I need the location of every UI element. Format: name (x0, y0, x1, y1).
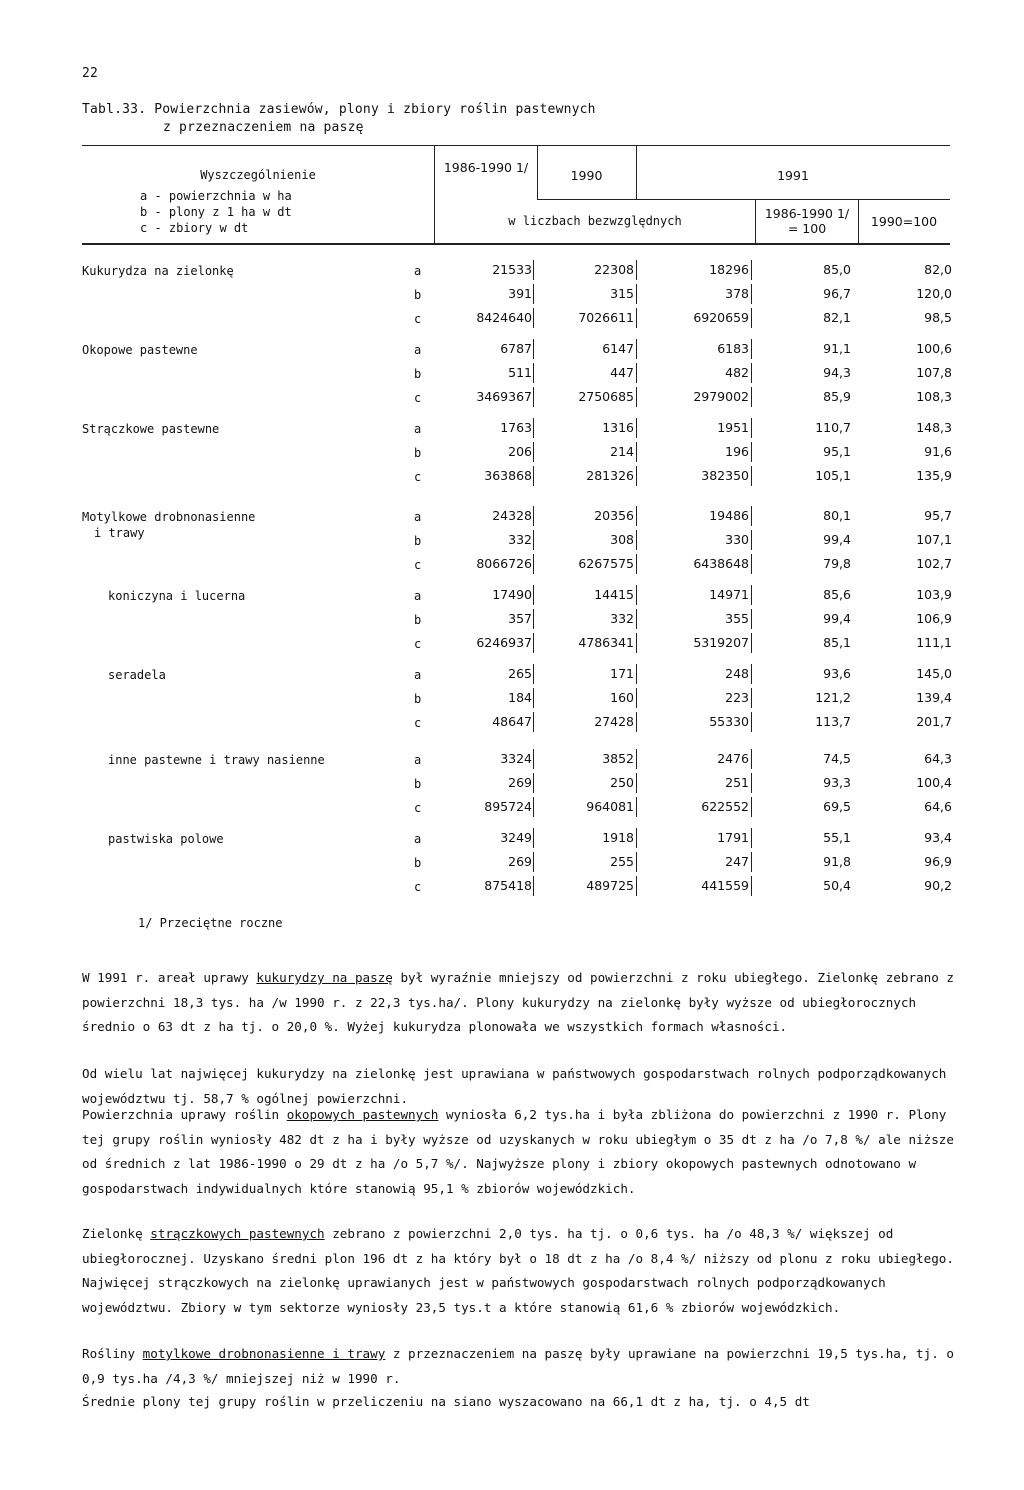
header-top-rule (82, 145, 950, 146)
cell-index-1990: 64,6 (924, 799, 952, 814)
column-rule (533, 387, 534, 407)
column-rule (636, 633, 637, 653)
cell-1990: 214 (610, 444, 634, 459)
row-key: a (414, 832, 422, 846)
column-rule (636, 466, 637, 486)
cell-1990: 964081 (586, 799, 634, 814)
cell-index-avg: 99,4 (823, 532, 851, 547)
stub-legend-c: c - zbiory w dt (140, 221, 249, 235)
cell-index-1990: 108,3 (916, 389, 952, 404)
column-rule (636, 773, 637, 793)
cell-index-avg: 55,1 (823, 830, 851, 845)
cell-index-1990: 64,3 (924, 751, 952, 766)
column-rule (751, 363, 752, 383)
cell-index-1990: 107,8 (916, 365, 952, 380)
column-rule (533, 585, 534, 605)
column-rule (636, 363, 637, 383)
cell-index-avg: 110,7 (815, 420, 851, 435)
cell-index-avg: 85,6 (823, 587, 851, 602)
cell-1990: 7026611 (578, 310, 634, 325)
column-rule (533, 664, 534, 684)
cell-avg: 269 (508, 854, 532, 869)
cell-1990: 2750685 (578, 389, 634, 404)
group-name: inne pastewne i trawy nasienne (108, 753, 325, 767)
column-rule (533, 442, 534, 462)
group-name: Okopowe pastewne (82, 343, 198, 357)
cell-avg: 8424640 (476, 310, 532, 325)
cell-1991: 19486 (709, 508, 749, 523)
cell-1991: 5319207 (693, 635, 749, 650)
cell-index-avg: 93,6 (823, 666, 851, 681)
cell-index-avg: 79,8 (823, 556, 851, 571)
cell-1990: 160 (610, 690, 634, 705)
cell-1990: 27428 (594, 714, 634, 729)
cell-avg: 17490 (492, 587, 532, 602)
column-rule (751, 506, 752, 526)
column-rule (751, 339, 752, 359)
row-key: b (414, 777, 422, 791)
cell-index-avg: 105,1 (815, 468, 851, 483)
cell-index-avg: 99,4 (823, 611, 851, 626)
cell-1991: 55330 (709, 714, 749, 729)
cell-index-1990: 145,0 (916, 666, 952, 681)
column-rule (533, 506, 534, 526)
cell-index-1990: 93,4 (924, 830, 952, 845)
cell-index-1990: 100,4 (916, 775, 952, 790)
cell-index-avg: 85,9 (823, 389, 851, 404)
row-key: b (414, 613, 422, 627)
column-rule (636, 664, 637, 684)
cell-1991: 1791 (717, 830, 749, 845)
header-divider (434, 145, 435, 243)
column-rule (751, 260, 752, 280)
cell-1990: 281326 (586, 468, 634, 483)
cell-index-1990: 120,0 (916, 286, 952, 301)
row-key: c (414, 391, 422, 405)
column-rule (751, 609, 752, 629)
col-header-avg: 1986-1990 1/ (443, 160, 529, 175)
stub-legend-a: a - powierzchnia w ha (140, 189, 292, 203)
col-header-1990: 1990 (570, 168, 603, 183)
cell-1991: 6920659 (693, 310, 749, 325)
cell-1991: 223 (725, 690, 749, 705)
column-rule (636, 308, 637, 328)
paragraph-6: Średnie plony tej grupy roślin w przeliczeniu na siano wyszacowano na 66,1 dt z ha, tj. o 4,5 dt (82, 1394, 810, 1409)
stub-header: Wyszczególnienie (200, 168, 316, 182)
column-rule (636, 749, 637, 769)
cell-1990: 447 (610, 365, 634, 380)
column-rule (636, 260, 637, 280)
table-title: Tabl.33. Powierzchnia zasiewów, plony i zbiory roślin pastewnych (82, 102, 596, 117)
cell-avg: 6246937 (476, 635, 532, 650)
cell-1990: 14415 (594, 587, 634, 602)
column-rule (533, 712, 534, 732)
cell-1991: 622552 (701, 799, 749, 814)
cell-1991: 196 (725, 444, 749, 459)
column-rule (533, 852, 534, 872)
cell-avg: 357 (508, 611, 532, 626)
row-key: c (414, 558, 422, 572)
cell-1990: 315 (610, 286, 634, 301)
column-rule (751, 554, 752, 574)
column-rule (636, 554, 637, 574)
row-key: a (414, 422, 422, 436)
cell-1991: 330 (725, 532, 749, 547)
column-rule (636, 339, 637, 359)
cell-index-1990: 107,1 (916, 532, 952, 547)
row-key: b (414, 534, 422, 548)
col-header-index-avg: 1986-1990 1/ = 100 (764, 206, 850, 236)
cell-1990: 308 (610, 532, 634, 547)
cell-1991: 378 (725, 286, 749, 301)
column-rule (636, 852, 637, 872)
column-rule (533, 260, 534, 280)
cell-index-avg: 85,1 (823, 635, 851, 650)
column-rule (751, 876, 752, 896)
column-rule (533, 633, 534, 653)
col-header-1991: 1991 (777, 168, 809, 183)
cell-index-avg: 96,7 (823, 286, 851, 301)
cell-index-avg: 85,0 (823, 262, 851, 277)
row-key: a (414, 264, 422, 278)
row-key: a (414, 668, 422, 682)
group-name: Kukurydza na zielonkę (82, 264, 234, 278)
cell-index-1990: 106,9 (916, 611, 952, 626)
cell-1991: 18296 (709, 262, 749, 277)
cell-index-1990: 95,7 (924, 508, 952, 523)
row-key: b (414, 446, 422, 460)
row-key: c (414, 312, 422, 326)
cell-avg: 3249 (500, 830, 532, 845)
cell-index-1990: 135,9 (916, 468, 952, 483)
column-rule (533, 773, 534, 793)
cell-avg: 511 (508, 365, 532, 380)
group-name: koniczyna i lucerna (108, 589, 246, 603)
column-rule (751, 442, 752, 462)
column-rule (751, 418, 752, 438)
row-key: b (414, 367, 422, 381)
cell-1991: 2979002 (693, 389, 749, 404)
cell-index-avg: 80,1 (823, 508, 851, 523)
cell-index-1990: 148,3 (916, 420, 952, 435)
column-rule (636, 418, 637, 438)
cell-index-1990: 82,0 (924, 262, 952, 277)
cell-1990: 6147 (602, 341, 634, 356)
col-header-absolute: w liczbach bezwzględnych (508, 214, 682, 228)
column-rule (636, 876, 637, 896)
cell-avg: 391 (508, 286, 532, 301)
page-number: 22 (82, 66, 99, 81)
column-rule (533, 797, 534, 817)
row-key: a (414, 753, 422, 767)
cell-1990: 171 (610, 666, 634, 681)
column-rule (751, 828, 752, 848)
cell-1990: 1918 (602, 830, 634, 845)
cell-1990: 489725 (586, 878, 634, 893)
cell-1991: 355 (725, 611, 749, 626)
cell-1991: 6438648 (693, 556, 749, 571)
cell-1990: 22308 (594, 262, 634, 277)
cell-1991: 6183 (717, 341, 749, 356)
column-rule (751, 688, 752, 708)
cell-avg: 1763 (500, 420, 532, 435)
column-rule (533, 418, 534, 438)
cell-avg: 363868 (484, 468, 532, 483)
table-subtitle: z przeznaczeniem na paszę (163, 120, 364, 135)
cell-avg: 6787 (500, 341, 532, 356)
column-rule (636, 585, 637, 605)
cell-1990: 4786341 (578, 635, 634, 650)
cell-1991: 441559 (701, 878, 749, 893)
group-name: Strączkowe pastewne (82, 422, 220, 436)
cell-index-avg: 113,7 (815, 714, 851, 729)
cell-index-1990: 96,9 (924, 854, 952, 869)
column-rule (533, 749, 534, 769)
cell-avg: 875418 (484, 878, 532, 893)
cell-avg: 332 (508, 532, 532, 547)
cell-avg: 3324 (500, 751, 532, 766)
cell-1991: 248 (725, 666, 749, 681)
row-key: c (414, 801, 422, 815)
cell-1991: 482 (725, 365, 749, 380)
row-key: b (414, 856, 422, 870)
cell-1990: 20356 (594, 508, 634, 523)
cell-1991: 382350 (701, 468, 749, 483)
column-rule (533, 554, 534, 574)
column-rule (751, 308, 752, 328)
cell-index-1990: 103,9 (916, 587, 952, 602)
stub-legend-b: b - plony z 1 ha w dt (140, 205, 292, 219)
cell-index-1990: 98,5 (924, 310, 952, 325)
cell-avg: 895724 (484, 799, 532, 814)
cell-1990: 255 (610, 854, 634, 869)
cell-1991: 1951 (717, 420, 749, 435)
cell-1991: 14971 (709, 587, 749, 602)
row-key: a (414, 589, 422, 603)
header-mid-rule (537, 199, 950, 200)
column-rule (751, 387, 752, 407)
column-rule (533, 284, 534, 304)
row-key: a (414, 343, 422, 357)
paragraph-1: W 1991 r. areał uprawy kukurydzy na paszę był wyraźnie mniejszy od powierzchni z roku ubiegłego. Zielonkę zebrano z powierzchni 18,3 tys. ha /w 1990 r. z 22,3 tys.ha/. Plony kukurydzy na zielonkę były wyższe od ubiegłorocznych średnio o 63 dt z ha tj. o 20,0 %. Wyżej kukurydza plonowała we wszystkich formach własności. (82, 970, 954, 1034)
cell-index-1990: 91,6 (924, 444, 952, 459)
column-rule (533, 466, 534, 486)
cell-index-avg: 95,1 (823, 444, 851, 459)
cell-index-avg: 50,4 (823, 878, 851, 893)
cell-index-avg: 82,1 (823, 310, 851, 325)
cell-index-1990: 90,2 (924, 878, 952, 893)
paragraph-5: Rośliny motylkowe drobnonasienne i trawy z przeznaczeniem na paszę były uprawiane na powierzchni 19,5 tys.ha, tj. o 0,9 tys.ha /4,3 %/ mniejszej niż w 1990 r. (82, 1346, 954, 1386)
column-rule (636, 530, 637, 550)
column-rule (751, 852, 752, 872)
cell-index-avg: 74,5 (823, 751, 851, 766)
cell-index-1990: 102,7 (916, 556, 952, 571)
cell-avg: 269 (508, 775, 532, 790)
column-rule (533, 363, 534, 383)
paragraph-2: Od wielu lat najwięcej kukurydzy na zielonkę jest uprawiana w państwowych gospodarstwach rolnych podporządkowanych województwu tj. 58,7 % ogólnej powierzchni. (82, 1066, 947, 1106)
cell-index-1990: 100,6 (916, 341, 952, 356)
cell-index-avg: 121,2 (815, 690, 851, 705)
cell-1990: 250 (610, 775, 634, 790)
column-rule (636, 506, 637, 526)
column-rule (751, 466, 752, 486)
row-key: c (414, 637, 422, 651)
column-rule (636, 797, 637, 817)
column-rule (636, 442, 637, 462)
column-rule (751, 585, 752, 605)
column-rule (751, 284, 752, 304)
column-rule (751, 712, 752, 732)
header-bottom-rule (82, 243, 950, 245)
column-rule (533, 530, 534, 550)
group-name-continued: i trawy (94, 526, 145, 540)
cell-index-avg: 94,3 (823, 365, 851, 380)
cell-avg: 21533 (492, 262, 532, 277)
column-rule (636, 609, 637, 629)
column-rule (533, 828, 534, 848)
column-rule (636, 828, 637, 848)
column-rule (636, 712, 637, 732)
column-rule (533, 609, 534, 629)
cell-avg: 24328 (492, 508, 532, 523)
paragraph-4: Zielonkę strączkowych pastewnych zebrano z powierzchni 2,0 tys. ha tj. o 0,6 tys. ha /o 48,3 %/ większej od ubiegłorocznej. Uzyskano średni plon 196 dt z ha który był o 18 dt z ha /o 8,4 %/ niższy od plonu z roku ubiegłego. Najwięcej strączkowych na zielonkę uprawianych jest w państwowych gospodarstwach rolnych podporządkowanych województwu. Zbiory w tym sektorze wyniosły 23,5 tys.t a które stanowią 61,6 % zbiorów wojewódzkich. (82, 1226, 954, 1315)
column-rule (751, 530, 752, 550)
cell-1990: 1316 (602, 420, 634, 435)
cell-index-1990: 111,1 (916, 635, 952, 650)
cell-index-avg: 91,8 (823, 854, 851, 869)
column-rule (533, 688, 534, 708)
cell-index-1990: 139,4 (916, 690, 952, 705)
col-header-index-1990: 1990=100 (870, 214, 938, 229)
cell-1990: 6267575 (578, 556, 634, 571)
column-rule (751, 664, 752, 684)
cell-avg: 206 (508, 444, 532, 459)
cell-avg: 184 (508, 690, 532, 705)
cell-1991: 251 (725, 775, 749, 790)
cell-index-avg: 69,5 (823, 799, 851, 814)
column-rule (751, 633, 752, 653)
cell-index-avg: 93,3 (823, 775, 851, 790)
cell-avg: 8066726 (476, 556, 532, 571)
cell-avg: 265 (508, 666, 532, 681)
cell-1991: 2476 (717, 751, 749, 766)
column-rule (636, 284, 637, 304)
row-key: b (414, 692, 422, 706)
column-rule (751, 773, 752, 793)
column-rule (751, 749, 752, 769)
column-rule (636, 387, 637, 407)
column-rule (636, 688, 637, 708)
cell-1990: 332 (610, 611, 634, 626)
cell-avg: 3469367 (476, 389, 532, 404)
cell-avg: 48647 (492, 714, 532, 729)
footnote: 1/ Przeciętne roczne (138, 916, 283, 930)
column-rule (751, 797, 752, 817)
paragraph-3: Powierzchnia uprawy roślin okopowych pastewnych wyniosła 6,2 tys.ha i była zbliżona do powierzchni z 1990 r. Plony tej grupy roślin wyniosły 482 dt z ha i były wyższe od uzyskanych w roku ubiegłym o 35 dt z ha /o 7,8 %/ ale niższe od średnich z lat 1986-1990 o 29 dt z ha /o 5,7 %/. Najwyższe plony i zbiory okopowych pastewnych odnotowano w gospodarstwach indywidualnych które stanowią 95,1 % zbiorów wojewódzkich. (82, 1107, 954, 1196)
row-key: c (414, 880, 422, 894)
row-key: b (414, 288, 422, 302)
group-name: seradela (108, 668, 166, 682)
cell-index-avg: 91,1 (823, 341, 851, 356)
cell-1991: 247 (725, 854, 749, 869)
group-name: Motylkowe drobnonasienne (82, 510, 256, 524)
row-key: c (414, 716, 422, 730)
row-key: a (414, 510, 422, 524)
column-rule (533, 876, 534, 896)
cell-1990: 3852 (602, 751, 634, 766)
row-key: c (414, 470, 422, 484)
column-rule (533, 308, 534, 328)
column-rule (533, 339, 534, 359)
header-divider (755, 199, 756, 243)
cell-index-1990: 201,7 (916, 714, 952, 729)
group-name: pastwiska polowe (108, 832, 224, 846)
